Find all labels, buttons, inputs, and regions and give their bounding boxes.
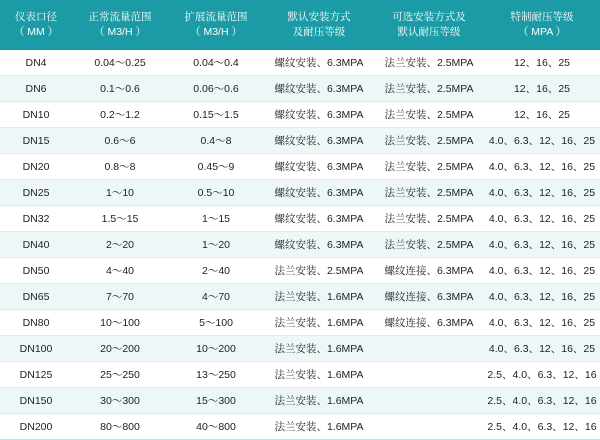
cell-diameter: DN32 (0, 206, 72, 232)
cell-normal-flow: 0.1～0.6 (72, 76, 168, 102)
table-row (0, 310, 600, 336)
cell-default-install: 法兰安装、2.5MPA (264, 258, 374, 284)
cell-optional-install (374, 414, 484, 440)
cell-diameter: DN25 (0, 180, 72, 206)
cell-default-install: 法兰安装、1.6MPA (264, 310, 374, 336)
table-row (0, 388, 600, 414)
cell-diameter: DN50 (0, 258, 72, 284)
table-row (0, 414, 600, 440)
cell-default-install: 螺纹安装、6.3MPA (264, 206, 374, 232)
table-row (0, 206, 600, 232)
table-row (0, 232, 600, 258)
cell-optional-install (374, 388, 484, 414)
table-body (0, 50, 600, 440)
cell-diameter: DN65 (0, 284, 72, 310)
table-row (0, 154, 600, 180)
cell-default-install: 法兰安装、1.6MPA (264, 414, 374, 440)
cell-optional-install: 法兰安装、2.5MPA (374, 50, 484, 76)
cell-optional-install: 法兰安装、2.5MPA (374, 102, 484, 128)
cell-diameter: DN10 (0, 102, 72, 128)
cell-extended-flow: 0.4～8 (168, 128, 264, 154)
cell-optional-install: 螺纹连接、6.3MPA (374, 310, 484, 336)
cell-default-install: 螺纹安装、6.3MPA (264, 180, 374, 206)
cell-default-install: 螺纹安装、6.3MPA (264, 50, 374, 76)
column-header-diameter-line1: 仪表口径 (15, 11, 57, 23)
table-row (0, 180, 600, 206)
cell-normal-flow: 30～300 (72, 388, 168, 414)
header-row (0, 0, 600, 50)
cell-special-pressure: 4.0、6.3、12、16、25 (484, 310, 600, 336)
column-header-default-install-line1: 默认安装方式 (287, 11, 351, 23)
cell-extended-flow: 4～70 (168, 284, 264, 310)
cell-special-pressure: 12、16、25 (484, 76, 600, 102)
column-header-normal-flow-line2: （ M3/H ） (94, 26, 146, 38)
cell-extended-flow: 5～100 (168, 310, 264, 336)
cell-normal-flow: 80～800 (72, 414, 168, 440)
cell-normal-flow: 0.6～6 (72, 128, 168, 154)
cell-special-pressure: 4.0、6.3、12、16、25 (484, 232, 600, 258)
table-row (0, 76, 600, 102)
cell-extended-flow: 40～800 (168, 414, 264, 440)
column-header-diameter-line2: （ MM ） (13, 26, 59, 38)
cell-extended-flow: 1～15 (168, 206, 264, 232)
cell-optional-install: 法兰安装、2.5MPA (374, 154, 484, 180)
cell-optional-install: 螺纹连接、6.3MPA (374, 284, 484, 310)
cell-default-install: 法兰安装、1.6MPA (264, 388, 374, 414)
cell-default-install: 螺纹安装、6.3MPA (264, 128, 374, 154)
cell-optional-install: 螺纹连接、6.3MPA (374, 258, 484, 284)
cell-optional-install: 法兰安装、2.5MPA (374, 76, 484, 102)
cell-default-install: 螺纹安装、6.3MPA (264, 154, 374, 180)
cell-normal-flow: 0.8～8 (72, 154, 168, 180)
cell-special-pressure: 4.0、6.3、12、16、25 (484, 284, 600, 310)
cell-optional-install: 法兰安装、2.5MPA (374, 128, 484, 154)
cell-special-pressure: 4.0、6.3、12、16、25 (484, 128, 600, 154)
table-header (0, 0, 600, 50)
cell-normal-flow: 2～20 (72, 232, 168, 258)
column-header-default-install-line2: 及耐压等级 (292, 26, 346, 38)
cell-diameter: DN80 (0, 310, 72, 336)
cell-diameter: DN6 (0, 76, 72, 102)
column-header-default-install (264, 0, 374, 50)
cell-special-pressure: 12、16、25 (484, 102, 600, 128)
column-header-special-pressure-line2: （ MPA ） (517, 26, 567, 38)
cell-diameter: DN4 (0, 50, 72, 76)
cell-special-pressure: 2.5、4.0、6.3、12、16 (484, 414, 600, 440)
cell-optional-install: 法兰安装、2.5MPA (374, 180, 484, 206)
cell-default-install: 法兰安装、1.6MPA (264, 362, 374, 388)
cell-extended-flow: 0.06～0.6 (168, 76, 264, 102)
cell-extended-flow: 1～20 (168, 232, 264, 258)
cell-optional-install (374, 362, 484, 388)
cell-normal-flow: 7～70 (72, 284, 168, 310)
cell-normal-flow: 4～40 (72, 258, 168, 284)
cell-optional-install (374, 336, 484, 362)
cell-special-pressure: 4.0、6.3、12、16、25 (484, 180, 600, 206)
cell-diameter: DN150 (0, 388, 72, 414)
cell-normal-flow: 1.5～15 (72, 206, 168, 232)
column-header-optional-install (374, 0, 484, 50)
cell-extended-flow: 0.45～9 (168, 154, 264, 180)
cell-optional-install: 法兰安装、2.5MPA (374, 232, 484, 258)
cell-diameter: DN20 (0, 154, 72, 180)
column-header-normal-flow-line1: 正常流量范围 (88, 11, 152, 23)
column-header-special-pressure (484, 0, 600, 50)
column-header-diameter (0, 0, 72, 50)
cell-diameter: DN15 (0, 128, 72, 154)
cell-extended-flow: 0.04～0.4 (168, 50, 264, 76)
column-header-optional-install-line2: 默认耐压等级 (397, 26, 461, 38)
column-header-extended-flow-line1: 扩展流量范围 (184, 11, 248, 23)
table-row (0, 336, 600, 362)
table-row (0, 284, 600, 310)
cell-default-install: 螺纹安装、6.3MPA (264, 76, 374, 102)
cell-extended-flow: 10～200 (168, 336, 264, 362)
column-header-special-pressure-line1: 特制耐压等级 (510, 11, 574, 23)
column-header-extended-flow-line2: （ M3/H ） (190, 26, 242, 38)
table-row (0, 50, 600, 76)
table-row (0, 102, 600, 128)
cell-default-install: 法兰安装、1.6MPA (264, 336, 374, 362)
cell-special-pressure: 4.0、6.3、12、16、25 (484, 258, 600, 284)
cell-default-install: 螺纹安装、6.3MPA (264, 102, 374, 128)
table-row (0, 128, 600, 154)
cell-extended-flow: 15～300 (168, 388, 264, 414)
cell-normal-flow: 0.2～1.2 (72, 102, 168, 128)
cell-extended-flow: 13～250 (168, 362, 264, 388)
column-header-extended-flow (168, 0, 264, 50)
cell-diameter: DN100 (0, 336, 72, 362)
table-row (0, 362, 600, 388)
cell-special-pressure: 2.5、4.0、6.3、12、16 (484, 362, 600, 388)
cell-special-pressure: 2.5、4.0、6.3、12、16 (484, 388, 600, 414)
cell-optional-install: 法兰安装、2.5MPA (374, 206, 484, 232)
cell-normal-flow: 20～200 (72, 336, 168, 362)
cell-diameter: DN40 (0, 232, 72, 258)
column-header-normal-flow (72, 0, 168, 50)
cell-normal-flow: 1～10 (72, 180, 168, 206)
cell-special-pressure: 4.0、6.3、12、16、25 (484, 206, 600, 232)
cell-default-install: 螺纹安装、6.3MPA (264, 232, 374, 258)
cell-default-install: 法兰安装、1.6MPA (264, 284, 374, 310)
table-row (0, 258, 600, 284)
cell-diameter: DN200 (0, 414, 72, 440)
cell-extended-flow: 0.15～1.5 (168, 102, 264, 128)
cell-extended-flow: 0.5～10 (168, 180, 264, 206)
cell-diameter: DN125 (0, 362, 72, 388)
cell-special-pressure: 4.0、6.3、12、16、25 (484, 154, 600, 180)
cell-extended-flow: 2～40 (168, 258, 264, 284)
cell-normal-flow: 0.04～0.25 (72, 50, 168, 76)
cell-special-pressure: 12、16、25 (484, 50, 600, 76)
column-header-optional-install-line1: 可选安装方式及 (392, 11, 466, 23)
cell-normal-flow: 25～250 (72, 362, 168, 388)
cell-special-pressure: 4.0、6.3、12、16、25 (484, 336, 600, 362)
cell-normal-flow: 10～100 (72, 310, 168, 336)
